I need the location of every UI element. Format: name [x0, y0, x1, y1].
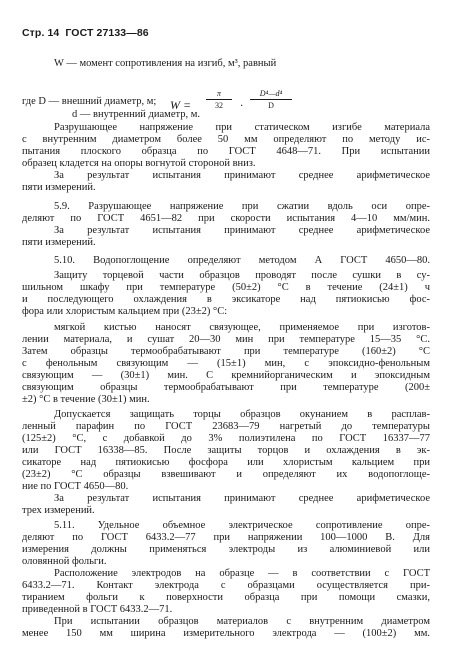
- text-line: измерения должны применяться электроды из алюминиевой или: [22, 544, 430, 556]
- text-line: За результат испытания принимают среднее арифметическое: [54, 224, 430, 236]
- where-D: где D — внешний диаметр, м;: [22, 95, 157, 107]
- w-definition: W — момент сопротивления на изгиб, м³, равный: [54, 58, 277, 69]
- page-header: [22, 27, 152, 39]
- text-line: или ГОСТ 16338—85. После защиты торцов и охлаждения в эк-: [22, 444, 430, 456]
- text-line: лении материала, и сушат 20—30 мин при температуре 15—35 °С.: [22, 333, 430, 345]
- text-line: фора или хлористым кальцием при (23±2) °С:: [22, 306, 228, 318]
- text-line: деляют по ГОСТ 6433.2—77 при напряжении 100—1000 В. Для: [22, 532, 430, 544]
- text-line: оловянной фольги.: [22, 556, 107, 568]
- fraction-pi-numerator: π: [206, 88, 232, 100]
- text-line: трех измерений.: [22, 504, 95, 516]
- text-line: (125±2) °С, с добавкой до 3% полиэтилена по ГОСТ 16337—77: [22, 432, 430, 444]
- text-line: (23±2) °С образцы взвешивают и определяют их водопоглоще-: [22, 468, 430, 480]
- text-line: приведенной в ГОСТ 6433.2—71.: [22, 604, 173, 615]
- clause-5-11: 5.11. Удельное объемное электрическое сопротивление опре-: [54, 520, 430, 532]
- text-line: мягкой кистью наносят связующее, применяемое при изготов-: [54, 321, 430, 333]
- text-line: Затем образцы термообрабатывают при температуре (160±2) °С: [22, 345, 430, 357]
- text-line: Допускается защищать торцы образцов окунанием в расплав-: [54, 408, 430, 420]
- text-line: Расположение электродов на образце — в соответствии с ГОСТ: [54, 568, 430, 580]
- text-line: связующим — (30±1) мин. С кремнийорганическим и эпоксидным: [22, 369, 430, 381]
- text-line: тиранием фольги к поверхности образца при помощи смазки,: [22, 592, 430, 604]
- text-line: шильном шкафу при температуре (50±2) °С в течение (24±1) ч: [22, 282, 430, 294]
- text-line: Защиту торцевой части образцов проводят после сушки в су-: [54, 270, 430, 282]
- multiply-dot: ·: [240, 98, 243, 112]
- text-line: За результат испытания принимают среднее арифметическое: [54, 492, 430, 504]
- formula-lhs: W =: [170, 98, 192, 112]
- text-line: образец кладется на опоры вогнутой стороной вниз.: [22, 158, 256, 170]
- text-line: пытания плоского образца по ГОСТ 4648—71. При испытании: [22, 146, 430, 158]
- text-line: и последующего охлаждения в эксикаторе над пятиокисью фос-: [22, 294, 430, 306]
- text-line: Разрушающее напряжение при статическом изгибе материала: [54, 122, 430, 134]
- text-line: За результат испытания принимают среднее арифметическое: [54, 170, 430, 182]
- text-line: ±2) °С в течение (30±1) мин.: [22, 393, 150, 405]
- fraction-diameters-numerator: D⁴—d⁴: [250, 88, 292, 100]
- text-line: При испытании образцов материалов с внутренним диаметром: [54, 616, 430, 627]
- text-line: связующим образцы термообрабатывают при температуре (200±: [22, 381, 430, 393]
- where-d: d — внутренний диаметр, м.: [72, 108, 200, 120]
- standard-code: ГОСТ 27133—86: [65, 27, 149, 39]
- text-line: с внутренним диаметром более 50 мм определяют по методу ис-: [22, 134, 430, 146]
- text-line: деляют по ГОСТ 4651—82 при скорости испытания 4—10 мм/мин.: [22, 212, 430, 224]
- text-line: пяти измерений.: [22, 236, 96, 248]
- text-line: 6433.2—71. Контакт электрода с образцами осуществляется при-: [22, 580, 430, 592]
- clause-5-9: 5.9. Разрушающее напряжение при сжатии вдоль оси опре-: [54, 200, 430, 212]
- text-line: пяти измерений.: [22, 182, 96, 194]
- text-line: ние по ГОСТ 4650—80.: [22, 480, 129, 492]
- text-line: с фенольным связующим — (15±1) мин, с эпоксидно-фенольным: [22, 357, 430, 369]
- fraction-diameters-denominator: D: [268, 101, 274, 110]
- text-line: сикаторе над пятиокисью фосфора или хлористым кальцием при: [22, 456, 430, 468]
- text-line: ленный парафин по ГОСТ 23683—79 нагретый до температуры: [22, 420, 430, 432]
- clause-5-10: 5.10. Водопоглощение определяют методом А ГОСТ 4650—80.: [54, 254, 430, 266]
- page-number: Стр. 14: [22, 27, 60, 39]
- fraction-pi-denominator: 32: [215, 101, 223, 110]
- text-line: менее 150 мм ширина измерительного электрода — (100±2) мм.: [22, 628, 430, 639]
